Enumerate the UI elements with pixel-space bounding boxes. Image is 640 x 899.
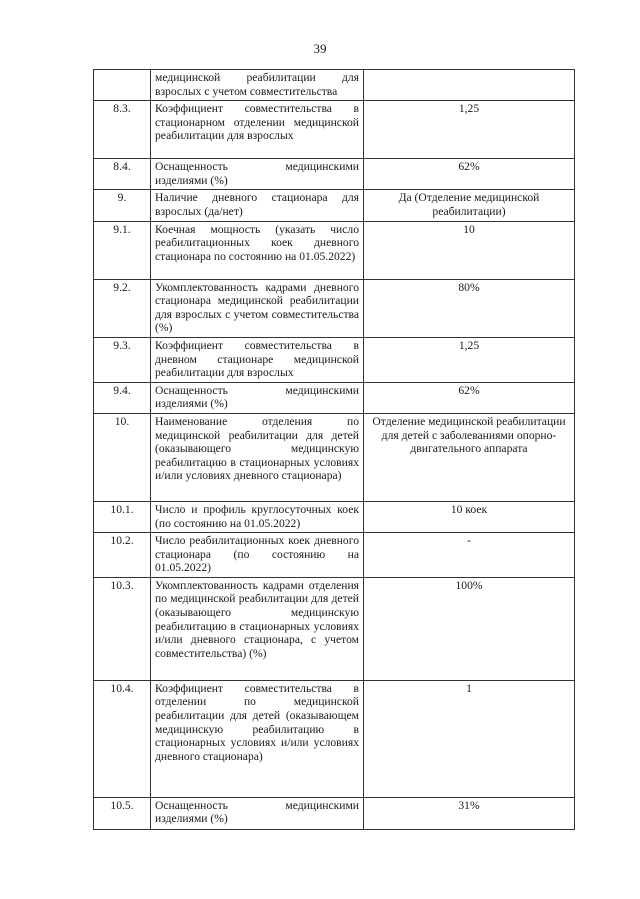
row-value: - (364, 533, 575, 578)
row-value: 80% (364, 279, 575, 337)
row-number: 9.1. (94, 221, 151, 279)
row-indicator: Число реабилитационных коек дневного стационара (по состоянию на 01.05.2022) (151, 533, 364, 578)
row-indicator: Коечная мощность (указать число реабилитационных коек дневного стационара по состоянию на 01.05.2022) (151, 221, 364, 279)
row-value: 1,25 (364, 101, 575, 159)
row-number: 9.2. (94, 279, 151, 337)
table-row (94, 680, 575, 797)
row-value: 31% (364, 797, 575, 829)
row-value: 62% (364, 382, 575, 413)
row-number: 9.4. (94, 382, 151, 413)
row-indicator: Укомплектованность кадрами отделения по медицинской реабилитации для детей (оказывающего медицинскую реабилитацию в стационарных условиях и/или дневного стационара, с учетом совместительства) (%) (151, 577, 364, 680)
row-number: 10.5. (94, 797, 151, 829)
indicators-table (93, 69, 575, 830)
row-indicator: Оснащенность медицинскими изделиями (%) (151, 797, 364, 829)
row-value: 1 (364, 680, 575, 797)
row-number: 9. (94, 190, 151, 221)
row-value: 10 (364, 221, 575, 279)
row-value (364, 70, 575, 101)
table-row (94, 413, 575, 501)
row-value: 100% (364, 577, 575, 680)
row-value: Да (Отделение медицинской реабилитации) (364, 190, 575, 221)
row-number (94, 70, 151, 101)
table-row (94, 501, 575, 532)
table-row (94, 70, 575, 101)
row-indicator: Коэффициент совместительства в стационарном отделении медицинской реабилитации для взрослых (151, 101, 364, 159)
row-indicator: Оснащенность медицинскими изделиями (%) (151, 382, 364, 413)
row-number: 10.2. (94, 533, 151, 578)
row-indicator: Укомплектованность кадрами дневного стационара медицинской реабилитации для взрослых с учетом совместительства (%) (151, 279, 364, 337)
row-number: 10. (94, 413, 151, 501)
row-value: 62% (364, 159, 575, 190)
row-indicator: Число и профиль круглосуточных коек (по состоянию на 01.05.2022) (151, 501, 364, 532)
table-row (94, 797, 575, 829)
row-number: 8.4. (94, 159, 151, 190)
row-indicator: Наличие дневного стационара для взрослых (да/нет) (151, 190, 364, 221)
row-number: 10.1. (94, 501, 151, 532)
table-row (94, 382, 575, 413)
row-number: 9.3. (94, 337, 151, 382)
table-row (94, 577, 575, 680)
table-row (94, 279, 575, 337)
row-indicator: Оснащенность медицинскими изделиями (%) (151, 159, 364, 190)
row-indicator: Коэффициент совместительства в отделении по медицинской реабилитации для детей (оказывающем медицинскую реабилитацию в стационарных условиях и/или условиях дневного стационара) (151, 680, 364, 797)
row-value: Отделение медицинской реабилитации для детей с заболеваниями опорно-двигательного аппарата (364, 413, 575, 501)
row-number: 8.3. (94, 101, 151, 159)
table-row (94, 101, 575, 159)
row-indicator: Коэффициент совместительства в дневном стационаре медицинской реабилитации для взрослых (151, 337, 364, 382)
row-indicator: медицинской реабилитации для взрослых с учетом совместительства (151, 70, 364, 101)
row-value: 1,25 (364, 337, 575, 382)
table-row (94, 221, 575, 279)
row-indicator: Наименование отделения по медицинской реабилитации для детей (оказывающего медицинскую реабилитацию в стационарных условиях и/или условиях дневного стационара) (151, 413, 364, 501)
table-row (94, 159, 575, 190)
row-number: 10.4. (94, 680, 151, 797)
table-row (94, 190, 575, 221)
row-number: 10.3. (94, 577, 151, 680)
row-value: 10 коек (364, 501, 575, 532)
page-number: 39 (313, 41, 327, 56)
table-row (94, 337, 575, 382)
table-row (94, 533, 575, 578)
